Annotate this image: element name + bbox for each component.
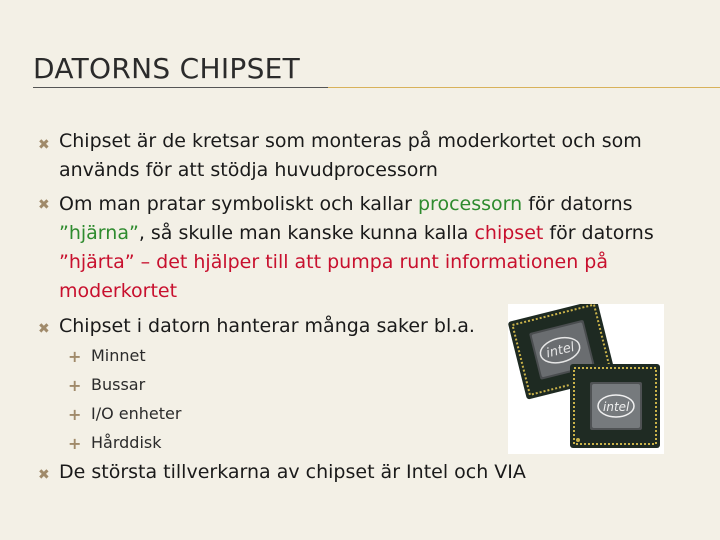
bullet-x-icon: ✖	[38, 137, 50, 153]
sub-item-io: I/O enheter	[91, 404, 182, 423]
plus-bullet-icon: +	[68, 434, 82, 453]
highlight-processorn: processorn	[418, 193, 523, 215]
highlight-hjarta: ”hjärta” – det hjälper till att pumpa runt informationen på moderkortet	[59, 251, 608, 302]
text-run: , så skulle man kanske kunna kalla	[138, 222, 475, 244]
chipset-photo	[508, 304, 664, 454]
slide-title: DATORNS CHIPSET	[33, 52, 301, 85]
bullet-text-4: De största tillverkarna av chipset är Intel och VIA	[59, 461, 526, 483]
text-run: Om man pratar symboliskt och kallar	[59, 193, 418, 215]
plus-bullet-icon: +	[68, 347, 82, 366]
bullet-text-1: Chipset är de kretsar som monteras på moderkortet och som används för att stödja huvudprocessorn	[59, 130, 642, 181]
sub-item-minnet: Minnet	[91, 346, 146, 365]
bullet-x-icon: ✖	[38, 197, 50, 213]
highlight-hjarna: ”hjärna”	[59, 222, 139, 244]
intel-chips-image	[508, 304, 664, 454]
text-run: för datorns	[543, 222, 654, 244]
highlight-chipset: chipset	[474, 222, 544, 244]
bullet-x-icon: ✖	[38, 321, 50, 337]
plus-bullet-icon: +	[68, 405, 82, 424]
chip-logo-text: intel	[603, 400, 630, 414]
sub-item-bussar: Bussar	[91, 375, 146, 394]
bullet-text-3: Chipset i datorn hanterar många saker bl.a.	[59, 315, 475, 337]
title-underline-dark	[33, 87, 328, 88]
bullet-x-icon: ✖	[38, 467, 50, 483]
chip-logo-text: intel	[544, 339, 577, 362]
sub-item-harddisk: Hårddisk	[91, 433, 162, 452]
plus-bullet-icon: +	[68, 376, 82, 395]
text-run: för datorns	[522, 193, 633, 215]
bullet-text-2	[59, 190, 709, 306]
